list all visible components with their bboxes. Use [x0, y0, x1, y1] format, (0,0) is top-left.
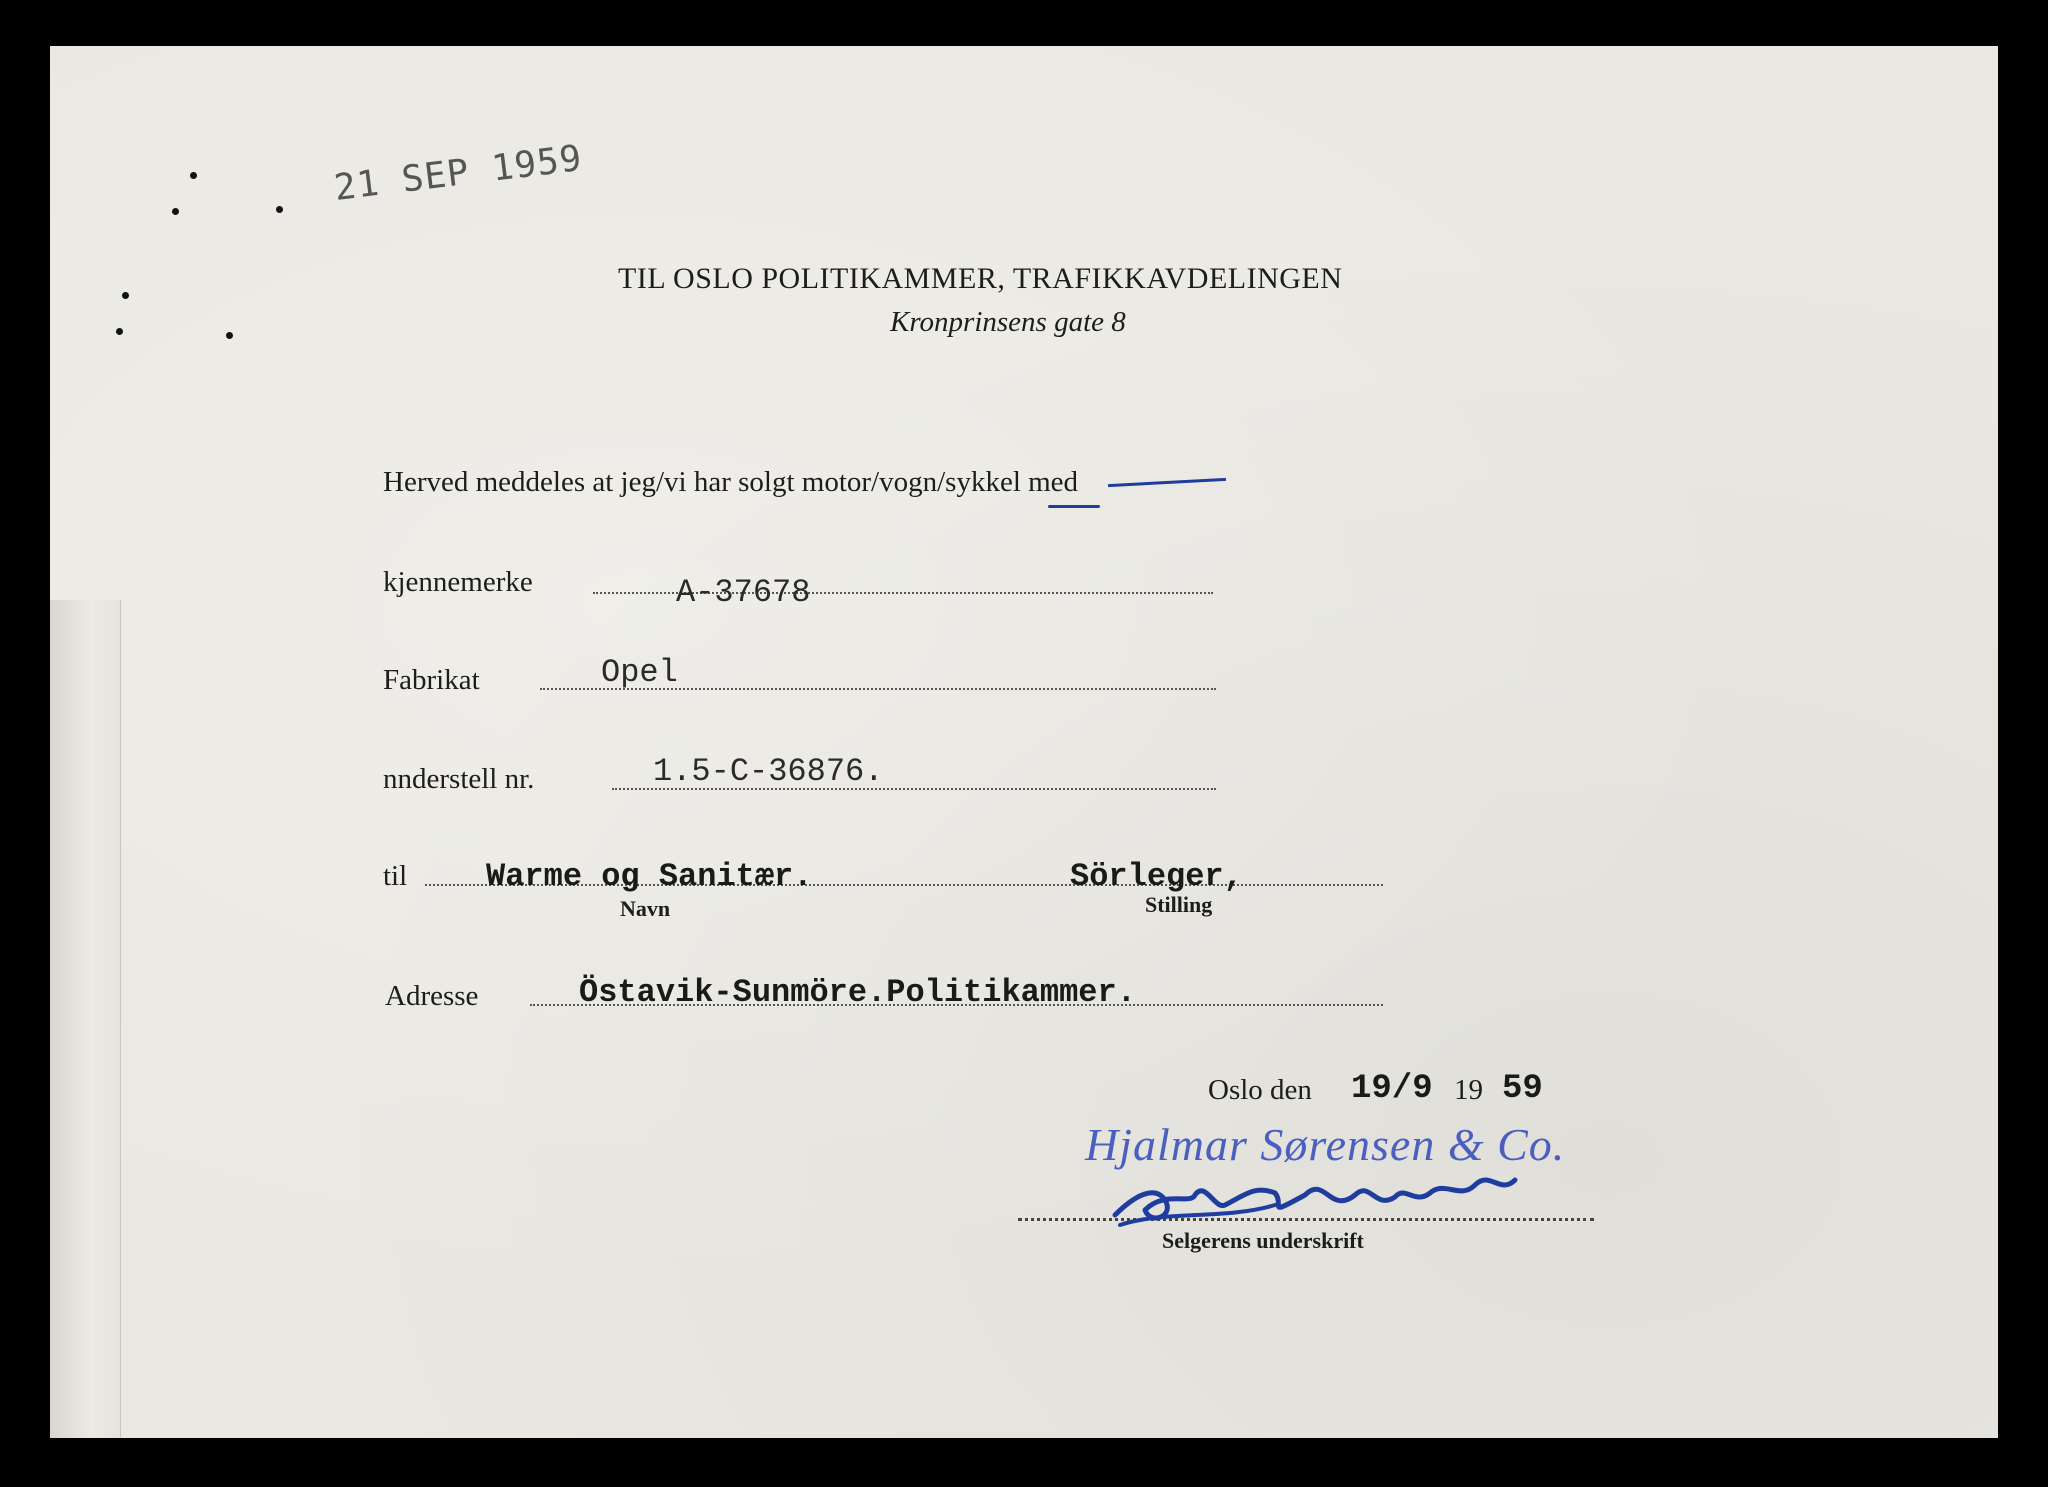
- fabrikat-value: Opel: [601, 654, 678, 691]
- til-label: til: [383, 860, 408, 892]
- kjennemerke-value: A-37678: [676, 574, 811, 611]
- punch-mark: [276, 206, 283, 213]
- page-subtitle: Kronprinsens gate 8: [890, 306, 1126, 338]
- punch-mark: [172, 208, 179, 215]
- company-stamp: Hjalmar Sørensen & Co.: [1085, 1119, 1566, 1170]
- stilling-value: Sörleger,: [1070, 858, 1243, 895]
- intro-word-sykkel: sykkel: [945, 466, 1021, 498]
- intro-word-vogn: vogn/: [879, 466, 946, 498]
- date-year-suffix: 59: [1502, 1070, 1543, 1108]
- date-prefix: Oslo den: [1208, 1074, 1312, 1106]
- punch-mark: [122, 292, 129, 299]
- date-day-month: 19/9: [1351, 1070, 1433, 1108]
- signature-caption: Selgerens underskrift: [1162, 1228, 1364, 1253]
- intro-line: [383, 466, 1078, 499]
- kjennemerke-label: kjennemerke: [383, 566, 533, 598]
- understell-value: 1.5-C-36876.: [653, 753, 884, 790]
- date-year-prefix: 19: [1454, 1074, 1483, 1106]
- vogn-underline: [1048, 505, 1100, 508]
- punch-mark: [116, 328, 123, 335]
- paper-fold-edge: [50, 600, 121, 1438]
- handwritten-signature: [1105, 1155, 1545, 1235]
- adresse-value: Östavik-Sunmöre.Politikammer.: [579, 974, 1136, 1011]
- document-page: [50, 46, 1998, 1438]
- received-date-stamp: 21 SEP 1959: [332, 137, 585, 209]
- intro-text-b: med: [1020, 466, 1079, 498]
- stilling-caption: Stilling: [1145, 892, 1213, 917]
- page-title: TIL OSLO POLITIKAMMER, TRAFIKKAVDELINGEN: [618, 262, 1343, 295]
- navn-caption: Navn: [620, 896, 671, 921]
- punch-mark: [190, 172, 197, 179]
- adresse-label: Adresse: [385, 980, 479, 1012]
- fabrikat-label: Fabrikat: [383, 664, 480, 696]
- punch-mark: [226, 332, 233, 339]
- intro-text-a: Herved meddeles at jeg/vi har solgt motor/: [383, 466, 880, 498]
- navn-value: Warme og Sanitær.: [486, 858, 813, 895]
- understell-label: nnderstell nr.: [383, 763, 535, 795]
